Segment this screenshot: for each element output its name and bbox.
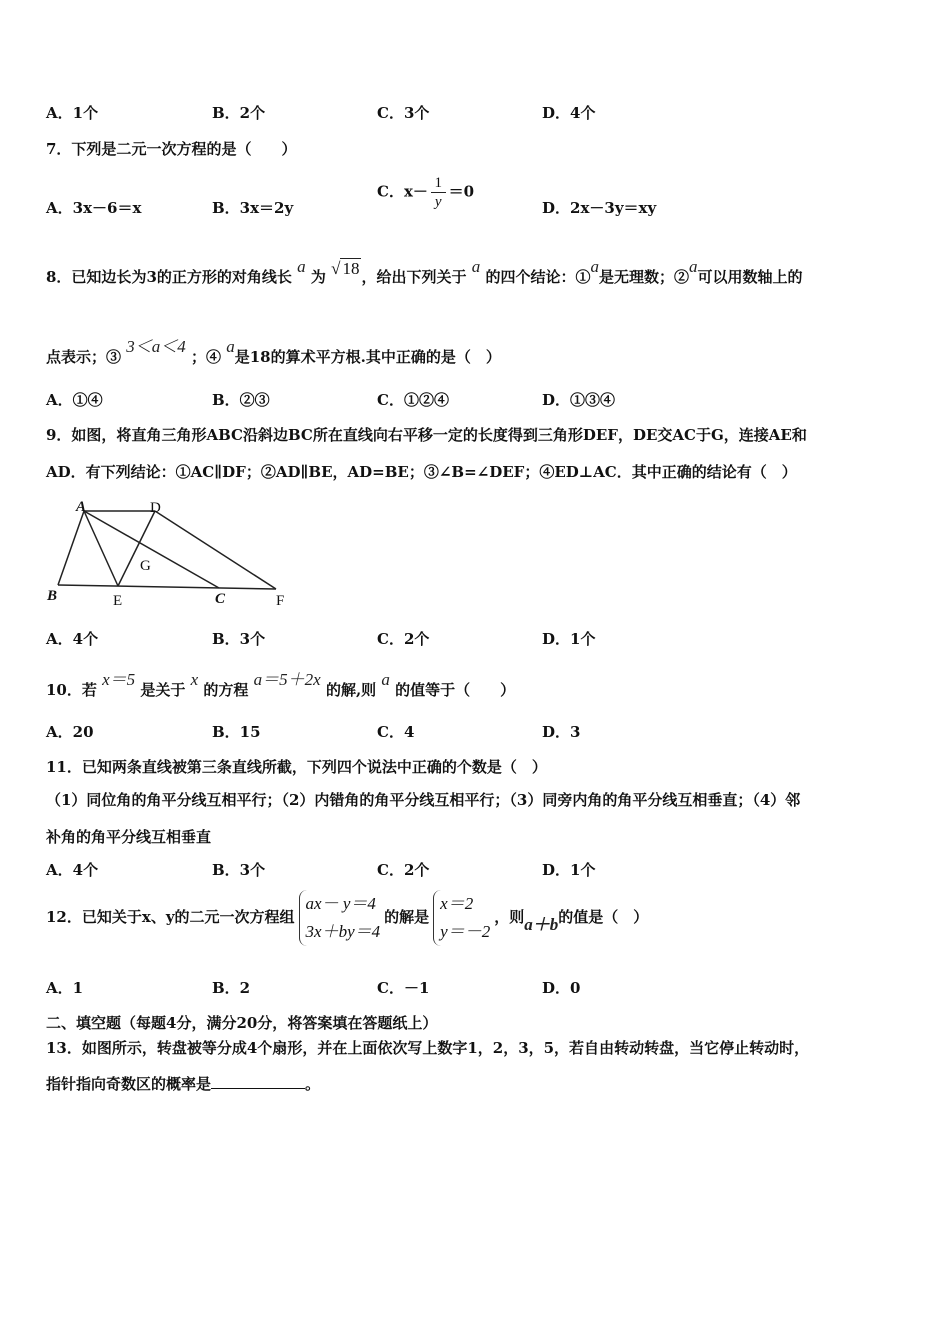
- q11-option-d: D．1个: [542, 861, 596, 879]
- q7-option-b: B．3x＝2y: [212, 199, 294, 217]
- section-heading: 二、填空题（每题4分，满分20分，将答案填在答题纸上）: [46, 1014, 438, 1032]
- q12-text: 的解是: [384, 908, 430, 926]
- q8-text: 是18的算术平方根.其中正确的是（ ）: [234, 348, 501, 366]
- expression: a＋b: [524, 915, 559, 934]
- var-a: a: [297, 257, 306, 276]
- label-e: E: [113, 593, 123, 609]
- label-g: G: [140, 558, 151, 574]
- q7-option-c: [377, 174, 474, 211]
- var-a: a: [381, 670, 390, 689]
- q9-geometry-figure: [44, 497, 294, 612]
- q6-option-b: B．2个: [212, 104, 266, 122]
- equation: a＝5＋2x: [253, 670, 321, 689]
- var-a: a: [471, 257, 481, 276]
- q8-text: 是无理数；②: [598, 268, 689, 286]
- q6-option-a: A．1个: [46, 104, 99, 122]
- answer-blank: [211, 1088, 305, 1089]
- q10-option-d: D．3: [542, 723, 581, 741]
- q11-option-c: C．2个: [377, 861, 430, 879]
- q8-text: ；④: [190, 348, 221, 366]
- q6-option-d: D．4个: [542, 104, 596, 122]
- fraction-numerator: 1: [434, 175, 442, 191]
- q12-option-a: A．1: [46, 979, 84, 997]
- q8-text: 可以用数轴上的: [697, 268, 803, 286]
- q7-option-a: A．3x－6＝x: [46, 199, 142, 217]
- var-a: a: [226, 337, 235, 356]
- q7-options: [46, 172, 906, 222]
- line-ae: [84, 511, 118, 586]
- label-f: F: [276, 593, 285, 609]
- q8-text: 8．已知边长为3的正方形的对角线长: [46, 268, 292, 286]
- label-a: A: [76, 499, 87, 515]
- label-d: D: [150, 500, 161, 516]
- var-a: a: [688, 257, 698, 276]
- q10-text: 的方程: [203, 681, 249, 699]
- fraction-denominator: y: [431, 192, 446, 211]
- line-bf: [58, 585, 276, 589]
- q12-stem: [46, 890, 648, 946]
- q11-line2: （1）同位角的角平分线互相平行；（2）内错角的角平分线互相平行；（3）同旁内角的角平分线互相垂直；（4）邻: [46, 791, 801, 809]
- q12-option-b: B．2: [212, 979, 251, 997]
- q8-option-c: C．①②④: [377, 391, 449, 409]
- q10-text: 是关于: [140, 681, 186, 699]
- q8-text: 为: [310, 268, 326, 286]
- q8-line2: [46, 337, 501, 367]
- q8-options: [46, 389, 906, 413]
- q12-text: 12．已知关于x、y的二元一次方程组: [46, 908, 295, 926]
- q12-options: [46, 977, 906, 1001]
- q10-option-b: B．15: [212, 723, 261, 741]
- equation: ax－ y＝4: [305, 894, 376, 913]
- q12-text: ，则: [494, 908, 525, 926]
- q8-text: 点表示；③: [46, 348, 122, 366]
- q10-option-c: C．4: [377, 723, 415, 741]
- equation: x＝2: [440, 894, 474, 913]
- q11-option-b: B．3个: [212, 861, 266, 879]
- q10-stem: [46, 670, 516, 700]
- inequality: 3＜a＜4: [126, 337, 186, 356]
- q10-text: 的解,则: [325, 681, 377, 699]
- q8-text: 的四个结论：①: [485, 268, 591, 286]
- q7-option-d: D．2x－3y＝xy: [542, 199, 657, 217]
- q10-text: 的值等于（ ）: [395, 681, 516, 699]
- line-ab: [58, 511, 84, 585]
- equation: x＝5: [102, 670, 136, 689]
- equation-system-1: [299, 890, 381, 946]
- sqrt-expression: √ 18: [331, 259, 360, 278]
- q8-line1: [46, 257, 803, 287]
- q11-stem: 11．已知两条直线被第三条直线所截，下列四个说法中正确的个数是（ ）: [46, 758, 547, 776]
- q7-stem: 7．下列是二元一次方程的是（ ）: [46, 140, 297, 158]
- equation: y＝－2: [440, 922, 491, 941]
- q8-option-b: B．②③: [212, 391, 270, 409]
- q13-line1: 13．如图所示，转盘被等分成4个扇形，并在上面依次写上数字1，2，3，5，若自由转动转盘，当它停止转动时，: [46, 1039, 810, 1057]
- fraction: [431, 174, 446, 211]
- q13-line2: [46, 1073, 320, 1094]
- q10-text: 10．若: [46, 681, 97, 699]
- q9-option-a: A．4个: [46, 630, 99, 648]
- label-b: B: [47, 588, 58, 604]
- q6-options: [46, 102, 906, 126]
- q9-option-d: D．1个: [542, 630, 596, 648]
- q11-option-a: A．4个: [46, 861, 99, 879]
- radicand: 18: [342, 259, 360, 278]
- q7-option-c-prefix: C．x－: [377, 182, 428, 201]
- label-c: C: [215, 591, 226, 607]
- q13-text: 指针指向奇数区的概率是: [46, 1075, 212, 1093]
- line-df: [155, 511, 276, 589]
- line-ac: [84, 511, 219, 588]
- q7-option-c-suffix: ＝0: [448, 182, 474, 201]
- q11-options: [46, 859, 906, 883]
- q12-option-c: C．－1: [377, 979, 430, 997]
- q13-text: 。: [305, 1075, 321, 1093]
- q9-line2: AD．有下列结论：①AC∥DF；②AD∥BE，AD=BE；③∠B=∠DEF；④ED⊥AC．其中正确的结论有（ ）: [46, 463, 797, 481]
- q8-text: ，给出下列关于: [361, 268, 467, 286]
- q9-line1: 9．如图，将直角三角形ABC沿斜边BC所在直线向右平移一定的长度得到三角形DEF，DE交AC于G，连接AE和: [46, 426, 807, 444]
- q12-option-d: D．0: [542, 979, 581, 997]
- q11-line3: 补角的角平分线互相垂直: [46, 828, 212, 846]
- q8-option-a: A．①④: [46, 391, 103, 409]
- var-x: x: [190, 670, 199, 689]
- q9-option-b: B．3个: [212, 630, 266, 648]
- q9-options: [46, 628, 906, 652]
- q8-option-d: D．①③④: [542, 391, 616, 409]
- q6-option-c: C．3个: [377, 104, 430, 122]
- q10-option-a: A．20: [46, 723, 94, 741]
- q10-options: [46, 721, 906, 745]
- var-a: a: [590, 257, 599, 276]
- q12-text: 的值是（ ）: [558, 908, 649, 926]
- q9-option-c: C．2个: [377, 630, 430, 648]
- equation-system-2: [433, 890, 490, 946]
- equation: 3x＋by＝4: [305, 922, 381, 941]
